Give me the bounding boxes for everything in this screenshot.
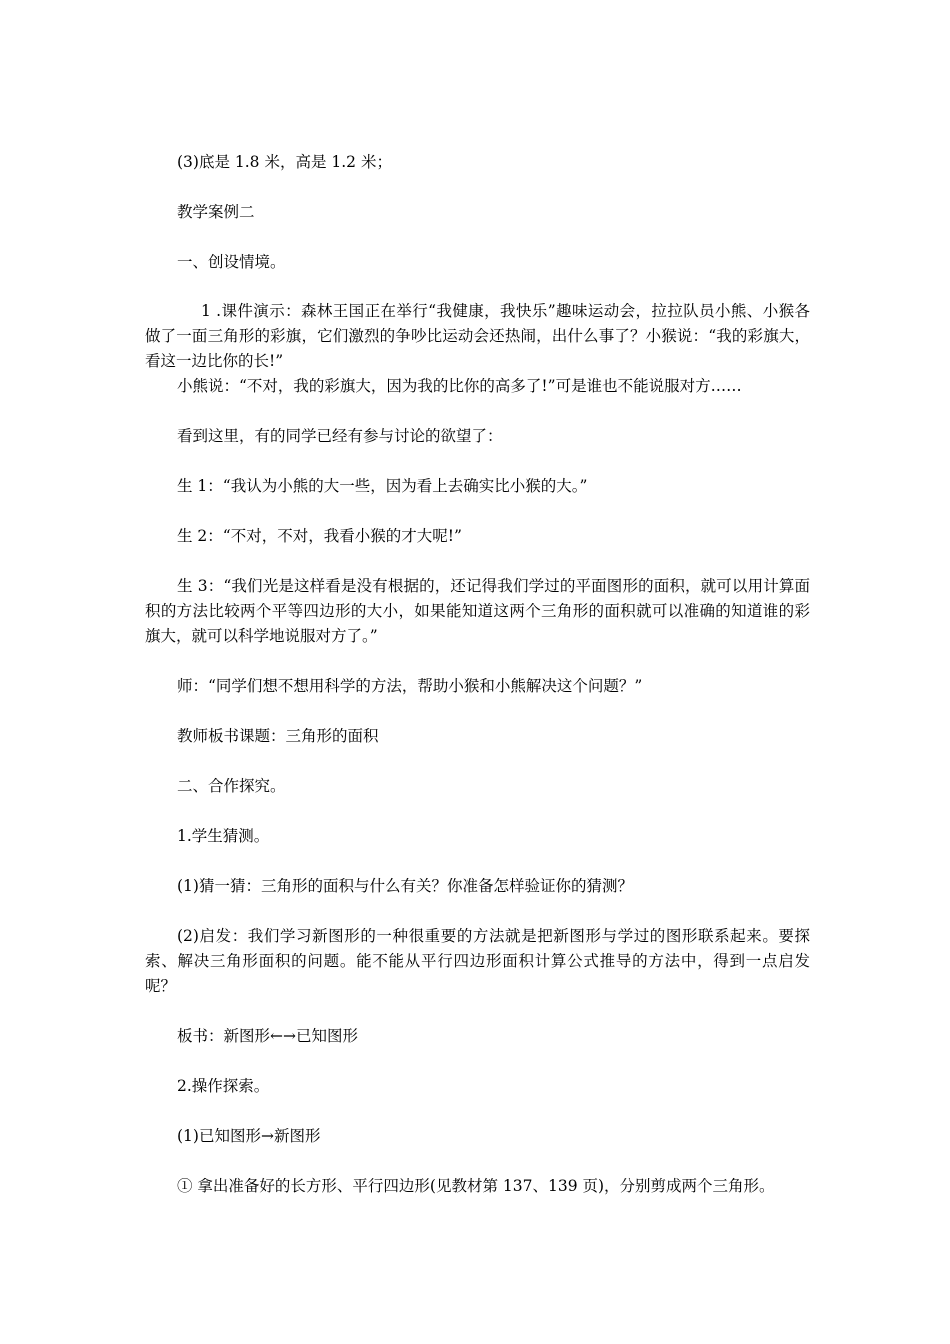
heading-student-guess: 1.学生猜测。 [177, 827, 270, 845]
paragraph-teacher-question: 师：“同学们想不想用科学的方法，帮助小猴和小熊解决这个问题？” [177, 677, 643, 695]
paragraph-bear-says: 小熊说：“不对，我的彩旗大，因为我的比你的高多了!”可是谁也不能说服对方…… [177, 377, 742, 395]
paragraph-known-to-new: (1)已知图形→新图形 [177, 1127, 321, 1145]
heading-operation-explore: 2.操作探索。 [177, 1077, 270, 1095]
paragraph-board-shapes: 板书：新图形←→已知图形 [177, 1027, 358, 1045]
paragraph-students-discuss: 看到这里，有的同学已经有参与讨论的欲望了： [177, 427, 503, 445]
paragraph-student-2: 生 2：“不对，不对，我看小猴的才大呢!” [177, 527, 462, 545]
paragraph-inspire: (2)启发：我们学习新图形的一种很重要的方法就是把新图形与学过的图形联系起来。要探索、解决三角形面积的问题。能不能从平行四边形面积计算公式推导的方法中，得到一点启发呢？ [145, 927, 810, 995]
paragraph-student-1: 生 1：“我认为小熊的大一些，因为看上去确实比小猴的大。” [177, 477, 588, 495]
paragraph-problem-3: (3)底是 1.8 米，高是 1.2 米； [177, 153, 392, 171]
heading-section-one: 一、创设情境。 [177, 253, 286, 271]
heading-case-two: 教学案例二 [177, 203, 255, 221]
heading-section-two: 二、合作探究。 [177, 777, 286, 795]
paragraph-student-3: 生 3：“我们光是这样看是没有根据的，还记得我们学过的平面图形的面积，就可以用计算面积的方法比较两个平等四边形的大小，如果能知道这两个三角形的面积就可以准确的知道谁的彩旗大，就可以科学地说服对方了。” [145, 577, 810, 645]
paragraph-guess: (1)猜一猜：三角形的面积与什么有关？你准备怎样验证你的猜测？ [177, 877, 633, 895]
paragraph-courseware-demo: 1 .课件演示：森林王国正在举行“我健康，我快乐”趣味运动会，拉拉队员小熊、小猴各做了一面三角形的彩旗，它们激烈的争吵比运动会还热闹，出什么事了？小猴说：“我的彩旗大，看这一边比你的长!” [145, 302, 810, 370]
paragraph-cut-shapes: ① 拿出准备好的长方形、平行四边形(见教材第 137、139 页)，分别剪成两个三角形。 [177, 1177, 775, 1195]
paragraph-board-title: 教师板书课题：三角形的面积 [177, 727, 379, 745]
